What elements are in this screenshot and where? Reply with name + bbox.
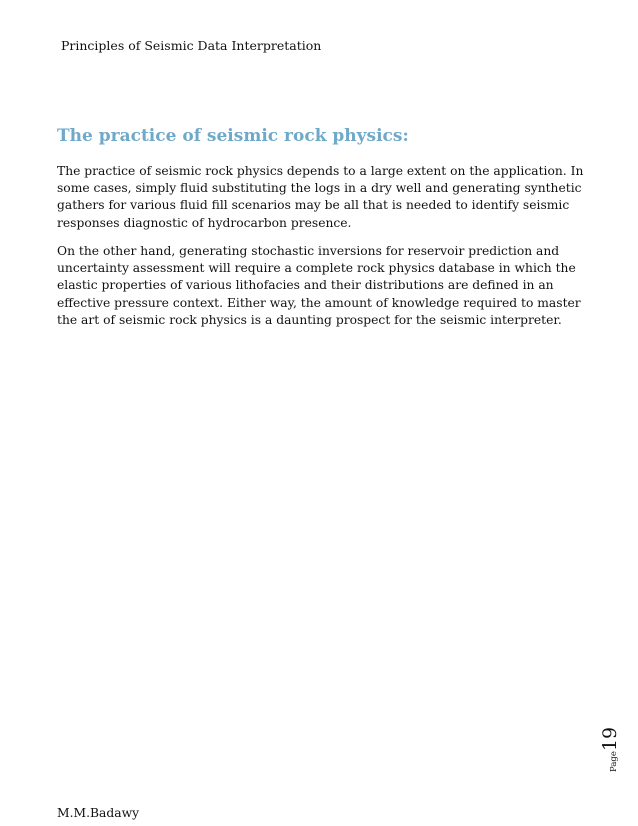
section-heading: The practice of seismic rock physics: — [57, 126, 409, 146]
page-number-marker — [600, 718, 620, 772]
page-number: 19 — [599, 726, 621, 752]
paragraph-2: On the other hand, generating stochastic inversions for reservoir prediction and uncertainty assessment will require a complete rock physics database in which the elastic properties of various lithofacies and their distributions are defined in an effective pressure context. Either way, the amount of knowledge required to master the art of seismic rock physics is a daunting prospect for the seismic interpreter. — [57, 244, 581, 327]
running-header: Principles of Seismic Data Interpretation — [61, 38, 322, 53]
page-label: Page — [609, 751, 619, 772]
paragraph-1: The practice of seismic rock physics depends to a large extent on the application. In some cases, simply fluid substituting the logs in a dry well and generating synthetic gathers for various fluid fill scenarios may be all that is needed to identify seismic responses diagnostic of hydrocarbon presence. — [57, 164, 584, 230]
footer-author: M.M.Badawy — [57, 806, 140, 820]
